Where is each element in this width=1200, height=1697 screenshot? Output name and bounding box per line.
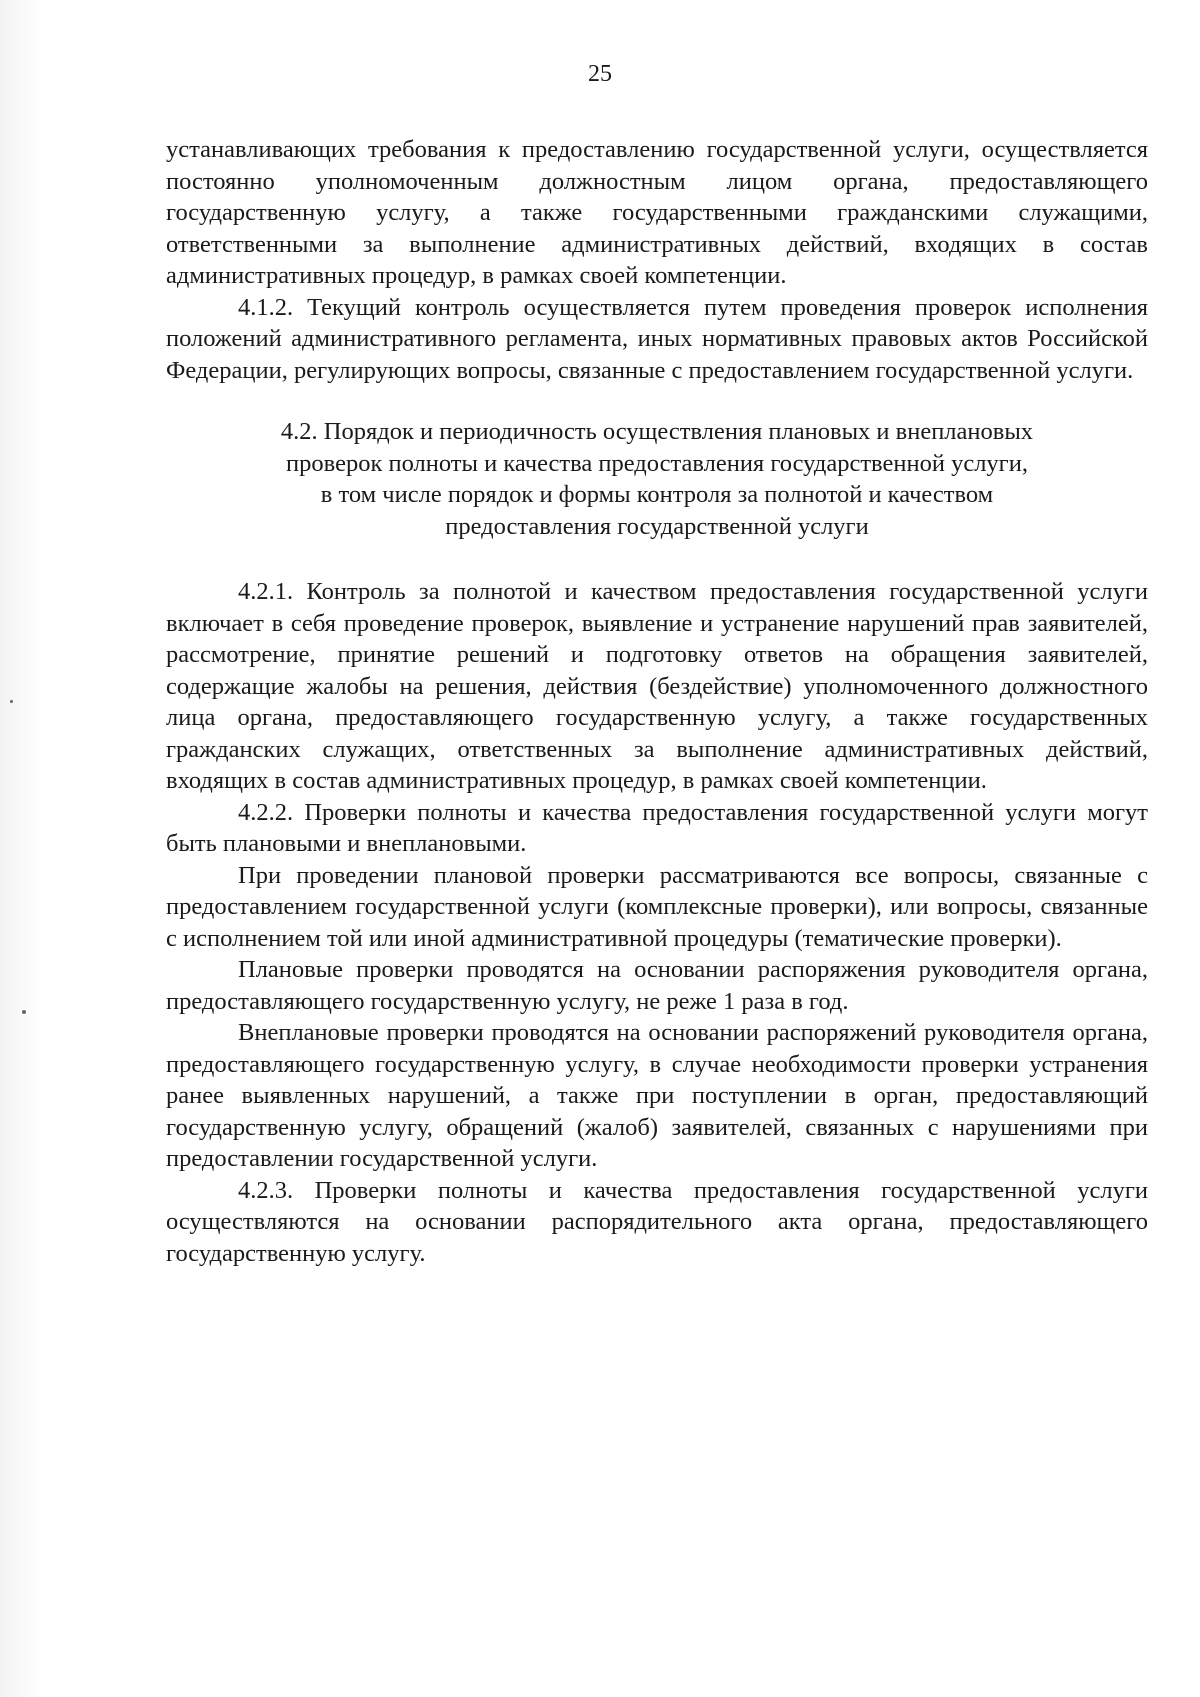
paragraph-4-2-3: 4.2.3. Проверки полноты и качества предоставления государственной услуги осуществляются на основании распорядительного акта органа, предоставляющего государственную услугу. [166,1176,1148,1267]
scan-speck [22,1010,26,1014]
paragraph-4-1-2: 4.1.2. Текущий контроль осуществляется путем проведения проверок исполнения положений административного регламента, иных нормативных правовых актов Российской Федерации, регулирующих вопросы, связанные с предоставлением государственной услуги. [166,293,1148,384]
scan-speck [10,700,13,703]
paragraph-unplanned-checks: Внеплановые проверки проводятся на основании распоряжений руководителя органа, предоставляющего государственную услугу, в случае необходимости проверки устранения ранее выявленных нарушений, а также при поступлении в орган, предоставляющий государственную услугу, обращений (жалоб) заявителей, связанных с нарушениями при предоставлении государственной услуги. [166,1019,1148,1172]
section-heading-4-2 [166,416,1148,542]
page-number: 25 [588,61,612,87]
heading-line: 4.2. Порядок и периодичность осуществления плановых и внеплановых [280,418,1034,445]
paragraph-4-2-1: 4.2.1. Контроль за полнотой и качеством предоставления государственной услуги включает в себя проведение проверок, выявление и устранение нарушений прав заявителей, рассмотрение, принятие решений и подготовку ответов на обращения заявителей, содержащие жалобы на решения, действия (бездействие) уполномоченного должностного лица органа, предоставляющего государственную услугу, а также государственных гражданских служащих, ответственных за выполнение административных действий, входящих в состав административных процедур, в рамках своей компетенции. [166,578,1148,794]
heading-line: предоставления государственной услуги [445,512,869,540]
paragraph-continuation: устанавливающих требования к предоставлению государственной услуги, осуществляется постоянно уполномоченным должностным лицом органа, предоставляющего государственную услугу, а также государственными гражданскими служащими, ответственными за выполнение административных действий, входящих в состав административных процедур, в рамках своей компетенции. [166,136,1148,289]
heading-line: проверок полноты и качества предоставления государственной услуги, [286,449,1028,477]
document-body [166,134,1148,1269]
paragraph-4-2-2: 4.2.2. Проверки полноты и качества предоставления государственной услуги могут быть плановыми и внеплановыми. [166,798,1148,857]
paragraph-planned-checks: При проведении плановой проверки рассматриваются все вопросы, связанные с предоставлением государственной услуги (комплексные проверки), или вопросы, связанные с исполнением той или иной административной процедуры (тематические проверки). [166,861,1148,952]
heading-line: в том числе порядок и формы контроля за полнотой и качеством [320,481,994,508]
scan-edge-shadow [0,0,40,1697]
paragraph-planned-basis: Плановые проверки проводятся на основании распоряжения руководителя органа, предоставляющего государственную услугу, не реже 1 раза в год. [166,956,1148,1015]
